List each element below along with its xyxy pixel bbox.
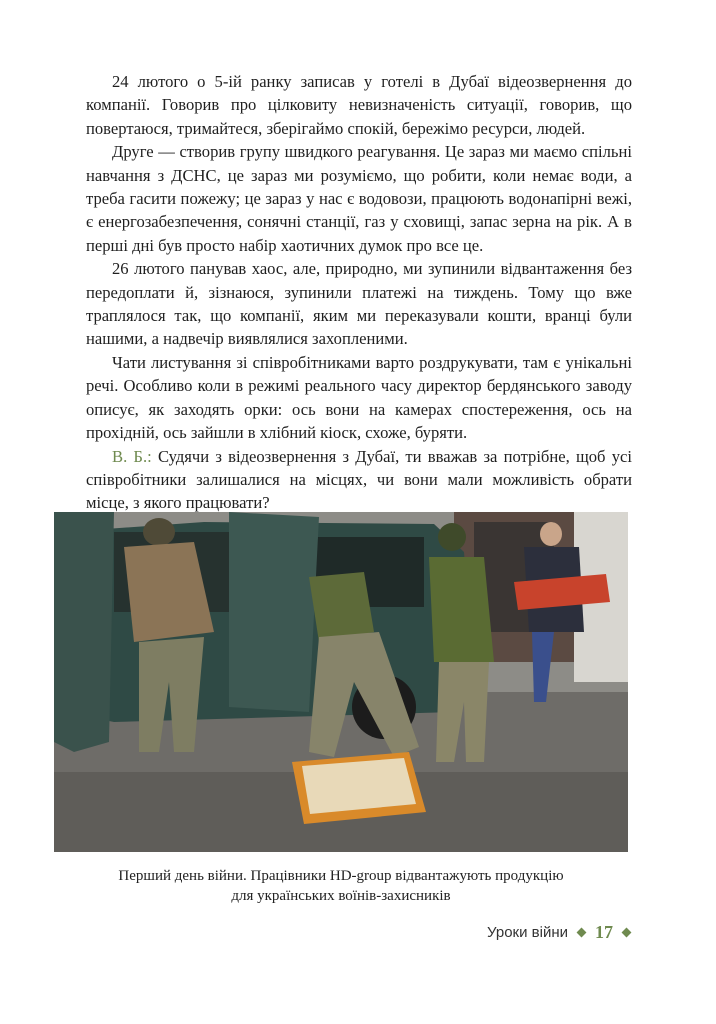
photo-caption: [54, 866, 628, 906]
question-paragraph: [86, 445, 632, 515]
page-footer: [487, 922, 630, 943]
caption-line: Перший день війни. Працівники HD-group відвантажують продукцію: [118, 868, 564, 884]
question-text: Судячи з відеозвернення з Дубаї, ти вважав за потрібне, щоб усі співробітники залишалися на місцях, чи вони мали можливість обрати місце, з якого працювати?: [86, 446, 632, 513]
section-title: Уроки війни: [487, 924, 568, 941]
photo-illustration: [54, 512, 628, 852]
paragraph: Чати листування зі співробітниками варто роздрукувати, там є унікальні речі. Особливо коли в режимі реального часу директор бердянського заводу описує, як заходять орки: ось вони на камерах спостереження, ось на прохідній, ось зайшли в хлібний кіоск, схоже, буряти.: [86, 352, 632, 443]
page-number: 17: [595, 922, 613, 942]
paragraph: 24 лютого о 5-ій ранку записав у готелі в Дубаї відеозвернення до компанії. Говорив про цілковиту невизначеність ситуації, говорив, що повертаюся, тримайтеся, зберігаймо спокій, бережімо ресурси, людей.: [86, 72, 632, 138]
caption-line: для українських воїнів-захисників: [231, 888, 451, 904]
body-text: [86, 70, 632, 515]
paragraph: 26 лютого панував хаос, але, природно, ми зупинили відвантаження без передоплати й, зізнаюся, зупинили платежі на тиждень. Тому що вже траплялося так, що компанії, яким ми переказували кошти, вранці були нашими, а надвечір виявлялися захопленими.: [86, 259, 632, 349]
diamond-icon: [622, 928, 632, 938]
question-speaker: В. Б.:: [112, 446, 152, 466]
paragraph: Друге — створив групу швидкого реагування. Це зараз ми маємо спільні навчання з ДСНС, це зараз ми розуміємо, що робити, коли немає води, а треба гасити пожежу; це зараз у нас є водовози, працюють водонапірні вежі, є енергозабезпечення, сонячні станції, газ у сховищі, запас зерна на рік. А в перші дні був просто набір хаотичних думок про все це.: [86, 142, 632, 255]
diamond-icon: [577, 928, 587, 938]
photo: [54, 512, 628, 852]
